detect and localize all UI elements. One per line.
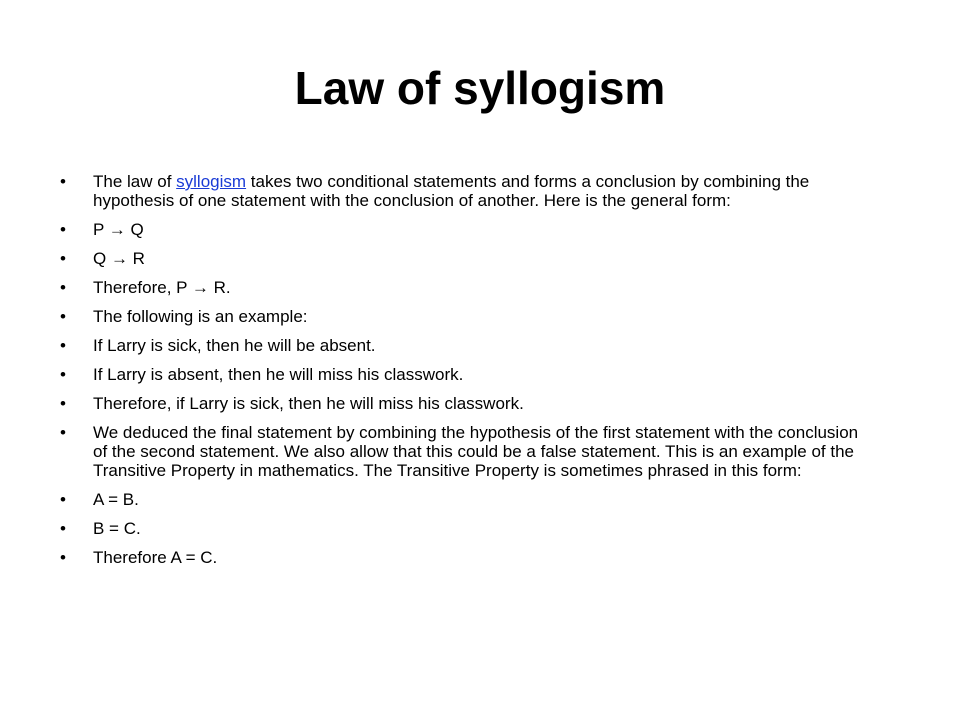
list-item-text: The following is an example:	[93, 307, 308, 326]
bullet-icon	[60, 519, 74, 538]
list-item	[60, 278, 860, 297]
bullet-icon	[60, 220, 74, 239]
item-text-before-link: The law of	[93, 172, 177, 191]
list-item	[60, 548, 860, 567]
list-item	[60, 220, 860, 239]
list-item-text: We deduced the final statement by combining the hypothesis of the first statement with the conclusion of the second statement. We also allow that this could be a false statement. This is an example of the Transitive Property in mathematics. The Transitive Property is sometimes phrased in this form:	[93, 423, 859, 480]
list-item	[60, 365, 860, 384]
item-text-after-link: takes two conditional statements and forms a conclusion by combining the hypothesis of one statement with the conclusion of another. Here is the general form:	[93, 172, 810, 210]
slide-title: Law of syllogism	[294, 62, 666, 114]
bullet-list	[60, 172, 860, 577]
bullet-icon	[60, 548, 74, 567]
list-item	[60, 336, 860, 355]
bullet-icon	[60, 278, 74, 297]
list-item-text: P → Q	[93, 220, 144, 239]
list-item-text: Therefore, if Larry is sick, then he will miss his classwork.	[93, 394, 524, 413]
syllogism-link[interactable]: syllogism	[176, 172, 247, 191]
bullet-icon	[60, 336, 74, 355]
bullet-icon	[60, 172, 74, 191]
list-item-text: Therefore A = C.	[93, 548, 218, 567]
list-item-text: B = C.	[93, 519, 141, 538]
bullet-icon	[60, 490, 74, 509]
list-item-text: A = B.	[93, 490, 139, 509]
list-item	[60, 249, 860, 268]
list-item	[60, 172, 860, 210]
list-item	[60, 490, 860, 509]
list-item-text: If Larry is sick, then he will be absent.	[93, 336, 376, 355]
bullet-icon	[60, 249, 74, 268]
bullet-icon	[60, 365, 74, 384]
list-item-text: If Larry is absent, then he will miss his classwork.	[93, 365, 464, 384]
bullet-icon	[60, 423, 74, 442]
bullet-icon	[60, 394, 74, 413]
list-item	[60, 307, 860, 326]
list-item	[60, 519, 860, 538]
list-item-text: Q → R	[93, 249, 145, 268]
bullet-icon	[60, 307, 74, 326]
list-item	[60, 394, 860, 413]
list-item	[60, 423, 860, 480]
list-item-text: Therefore, P → R.	[93, 278, 231, 297]
